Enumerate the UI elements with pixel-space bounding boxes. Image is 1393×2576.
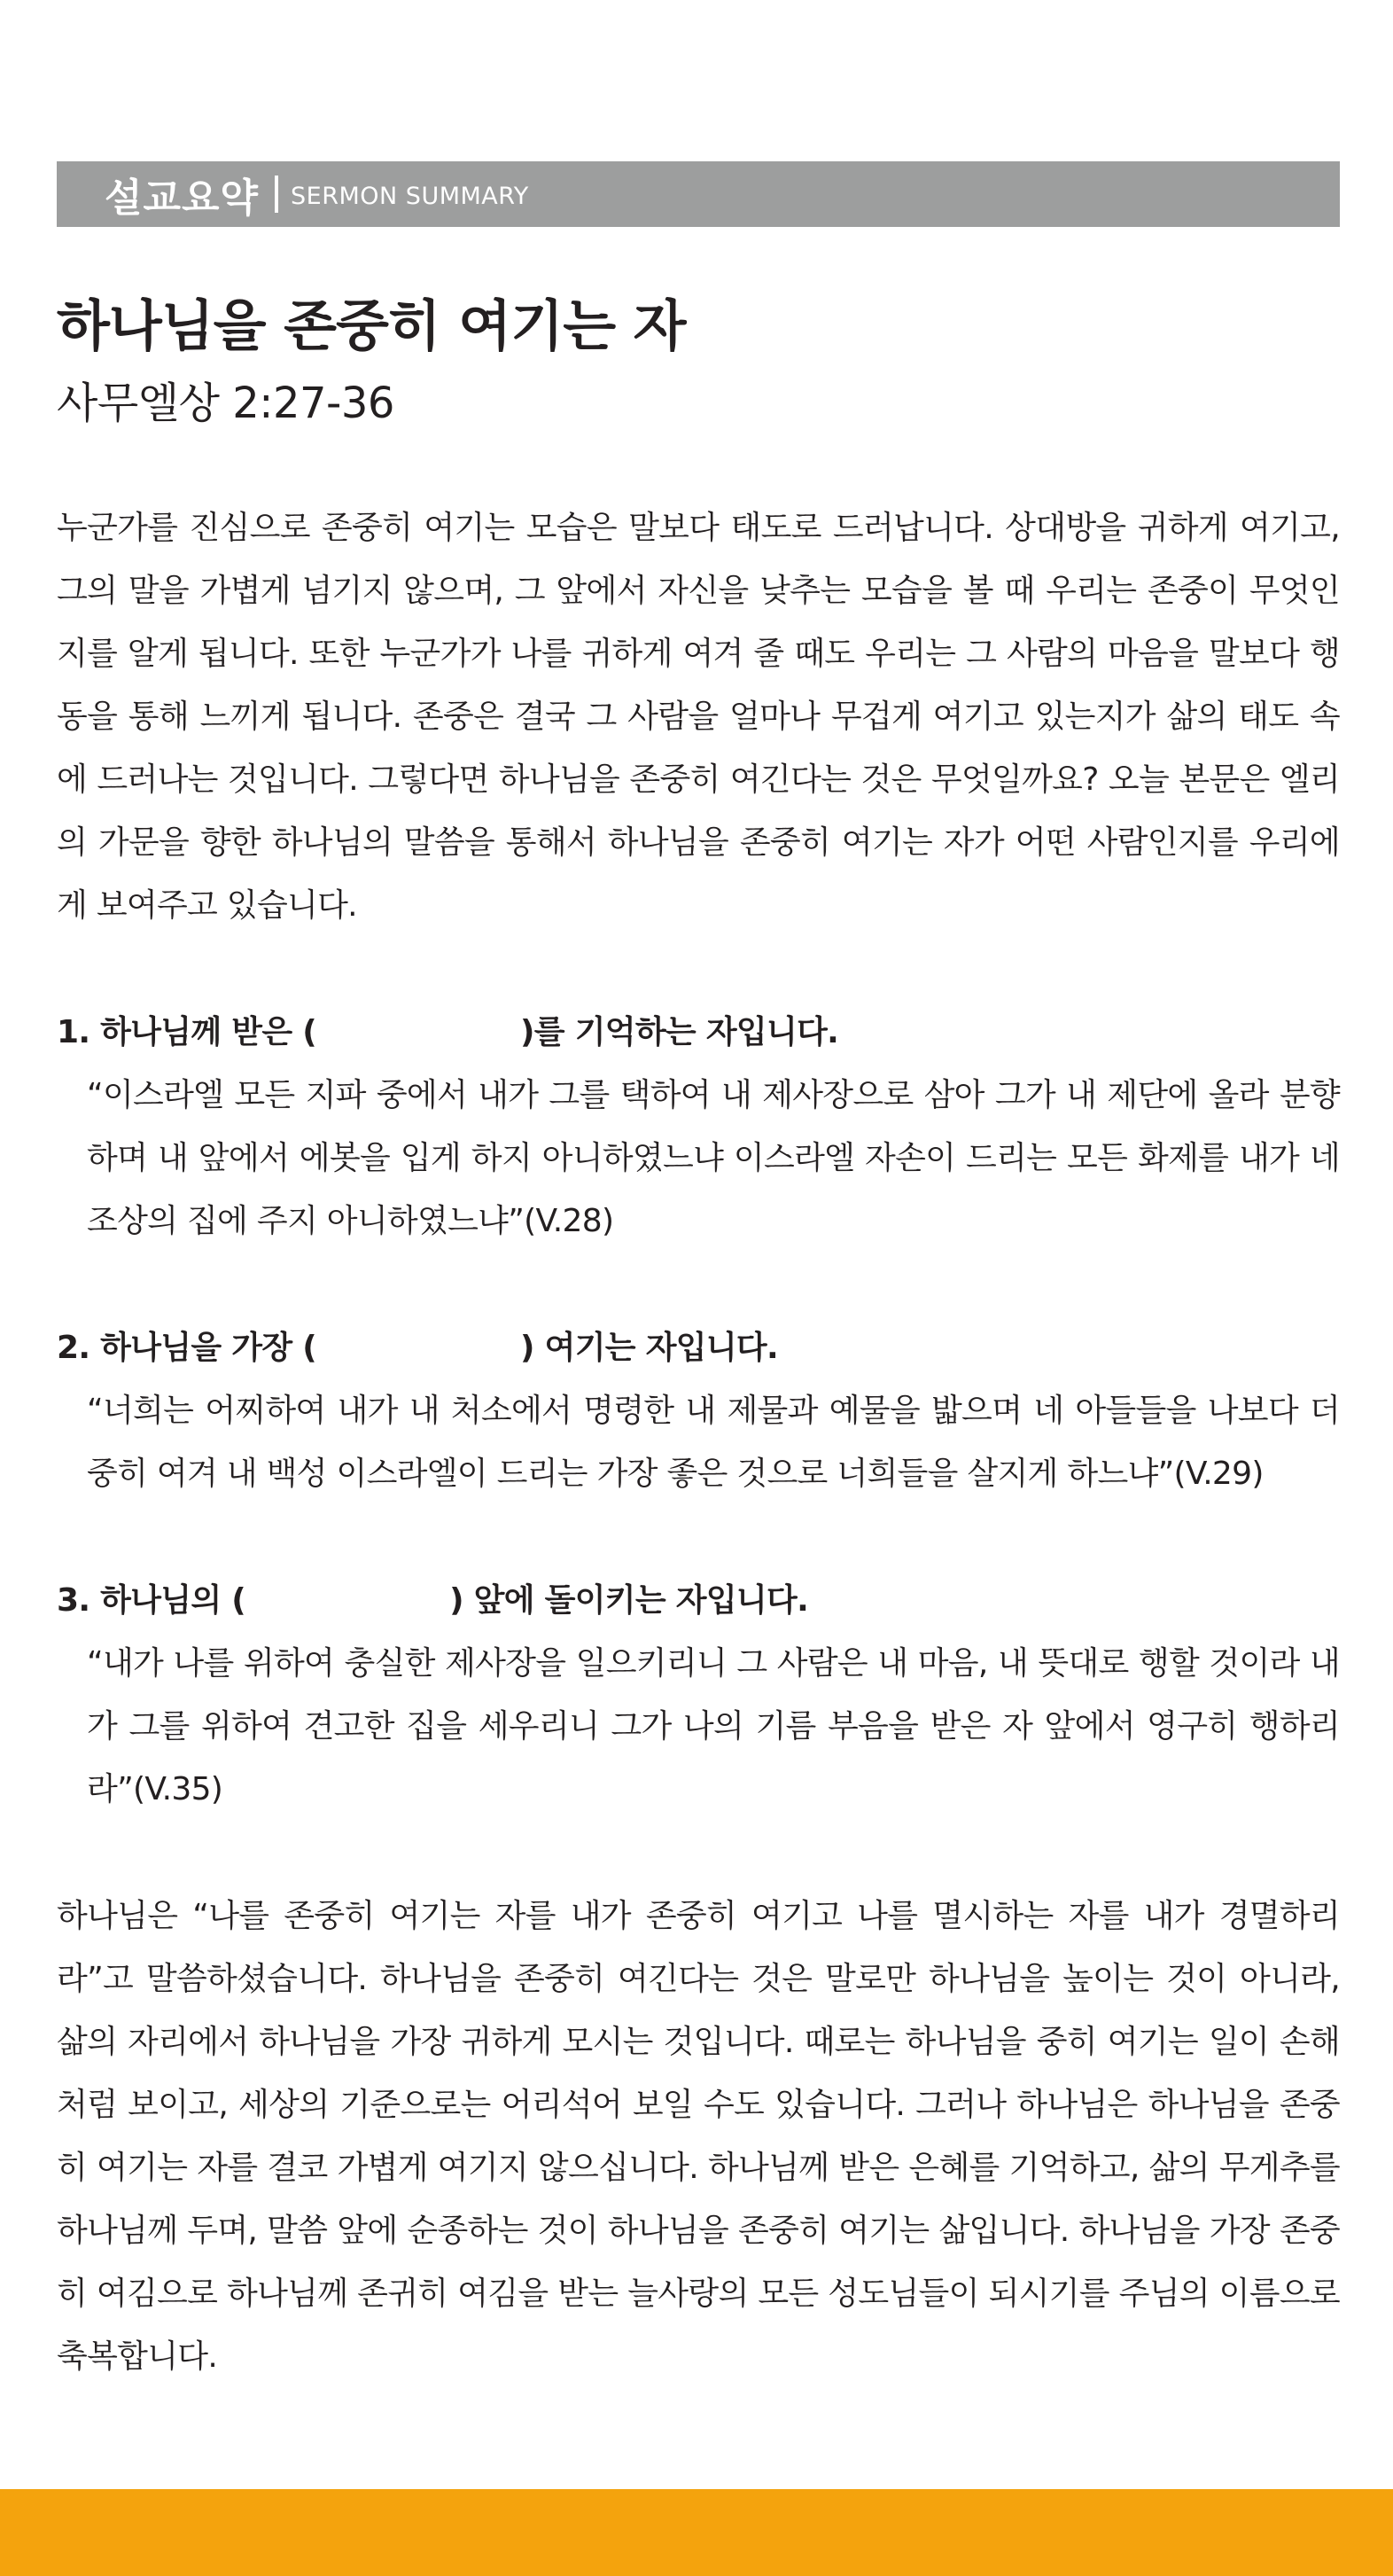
spacer <box>57 1253 1340 1316</box>
point-1-text-before: 1. 하나님께 받은 ( <box>57 1014 317 1050</box>
point-3-text-after: ) 앞에 돌이키는 자입니다. <box>449 1582 809 1619</box>
intro-paragraph: 누군가를 진심으로 존중히 여기는 모습은 말보다 태도로 드러납니다. 상대방을 귀하게 여기고, 그의 말을 가볍게 넘기지 않으며, 그 앞에서 자신을 낮추는 모습을 볼 때 우리는 존중이 무엇인지를 알게 됩니다. 또한 누군가가 나를 귀하게 여겨 줄 때도 우리는 그 사람의 마음을 말보다 행동을 통해 느끼게 됩니다. 존중은 결국 그 사람을 얼마나 무겁게 여기고 있는지가 삶의 태도 속에 드러나는 것입니다. 그렇다면 하나님을 존중히 여긴다는 것은 무엇일까요? 오늘 본문은 엘리의 가문을 향한 하나님의 말씀을 통해서 하나님을 존중히 여기는 자가 어떤 사람인지를 우리에게 보여주고 있습니다. <box>57 510 1340 924</box>
point-1-text-after: )를 기억하는 자입니다. <box>520 1014 839 1050</box>
point-2-quote: “너희는 어찌하여 내가 내 처소에서 명령한 내 제물과 예물을 밟으며 네 아들들을 나보다 더 중히 여겨 내 백성 이스라엘이 드리는 가장 좋은 것으로 너희들을 살지게 하느냐”(V.29) <box>87 1393 1340 1492</box>
header-english-label: SERMON SUMMARY <box>291 182 529 210</box>
spacer <box>57 1821 1340 1885</box>
spacer <box>57 1505 1340 1569</box>
point-2-text-before: 2. 하나님을 가장 ( <box>57 1330 317 1366</box>
point-2-heading <box>57 1316 1340 1379</box>
point-1-quote: “이스라엘 모든 지파 중에서 내가 그를 택하여 내 제사장으로 삼아 그가 내 제단에 올라 분향하며 내 앞에서 에봇을 입게 하지 아니하였느냐 이스라엘 자손이 드리는 모든 화제를 내가 네 조상의 집에 주지 아니하였느냐”(V.28) <box>87 1077 1340 1239</box>
section-header-bar <box>57 161 1340 227</box>
sermon-body <box>57 496 1340 2388</box>
point-3-heading <box>57 1569 1340 1632</box>
sermon-title: 하나님을 존중히 여기는 자 <box>57 293 686 358</box>
conclusion-paragraph: 하나님은 “나를 존중히 여기는 자를 내가 존중히 여기고 나를 멸시하는 자를 내가 경멸하리라”고 말씀하셨습니다. 하나님을 존중히 여긴다는 것은 말로만 하나님을 높이는 것이 아니라, 삶의 자리에서 하나님을 가장 귀하게 모시는 것입니다. 때로는 하나님을 중히 여기는 일이 손해처럼 보이고, 세상의 기준으로는 어리석어 보일 수도 있습니다. 그러나 하나님은 하나님을 존중히 여기는 자를 결코 가볍게 여기지 않으십니다. 하나님께 받은 은혜를 기억하고, 삶의 무게추를 하나님께 두며, 말씀 앞에 순종하는 것이 하나님을 존중히 여기는 삶입니다. 하나님을 가장 존중히 여김으로 하나님께 존귀히 여김을 받는 늘사랑의 모든 성도님들이 되시기를 주님의 이름으로 축복합니다. <box>57 1898 1340 2375</box>
point-3-quote: “내가 나를 위하여 충실한 제사장을 일으키리니 그 사람은 내 마음, 내 뜻대로 행할 것이라 내가 그를 위하여 견고한 집을 세우리니 그가 나의 기름 부음을 받은 자 앞에서 영구히 행하리라”(V.35) <box>87 1645 1340 1807</box>
header-korean-label: 설교요약 <box>105 176 260 221</box>
point-2-text-after: ) 여기는 자입니다. <box>520 1330 778 1366</box>
header-divider <box>275 176 278 213</box>
point-1-heading <box>57 1001 1340 1064</box>
footer-bar <box>0 2489 1393 2576</box>
scripture-reference: 사무엘상 2:27-36 <box>57 379 394 428</box>
spacer <box>57 937 1340 1001</box>
point-3-text-before: 3. 하나님의 ( <box>57 1582 246 1619</box>
